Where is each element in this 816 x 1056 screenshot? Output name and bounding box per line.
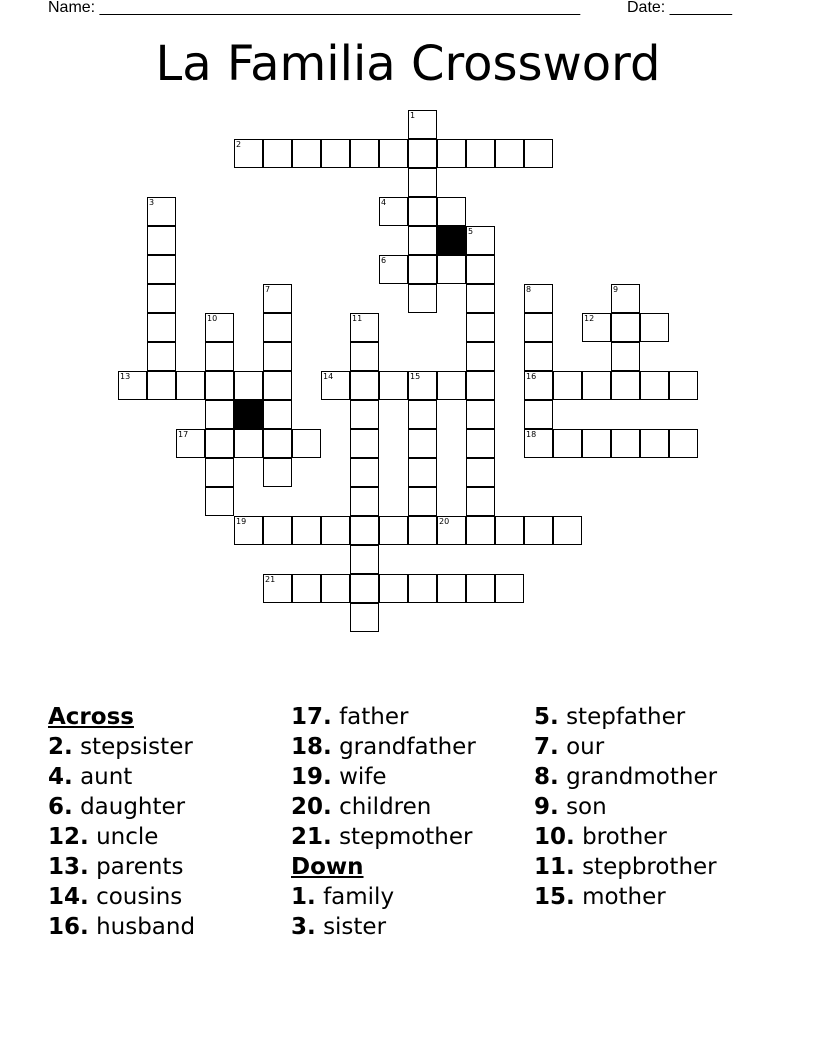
grid-square[interactable] (640, 313, 669, 342)
grid-square[interactable] (263, 139, 292, 168)
grid-square[interactable] (292, 139, 321, 168)
clue-number-label: 20 (439, 517, 450, 526)
blocked-square (437, 226, 466, 255)
clue-number-label: 10 (207, 314, 218, 323)
clue-number-label: 12 (584, 314, 595, 323)
clue-number-label: 18 (526, 430, 537, 439)
grid-square[interactable] (524, 429, 553, 458)
grid-square[interactable] (408, 197, 437, 226)
grid-square[interactable] (234, 516, 263, 545)
clue-across-21: 21. stepmother (291, 824, 473, 850)
grid-square[interactable] (466, 313, 495, 342)
grid-square[interactable] (205, 458, 234, 487)
clue-number-label: 15 (410, 372, 421, 381)
clue-number-label: 16 (526, 372, 537, 381)
grid-square[interactable] (379, 516, 408, 545)
grid-square[interactable] (408, 168, 437, 197)
grid-square[interactable] (524, 284, 553, 313)
grid-square[interactable] (176, 371, 205, 400)
grid-square[interactable] (437, 197, 466, 226)
grid-square[interactable] (611, 284, 640, 313)
grid-square[interactable] (408, 458, 437, 487)
grid-square[interactable] (234, 371, 263, 400)
clue-down-3: 3. sister (291, 914, 387, 940)
clue-number-label: 1 (410, 111, 416, 120)
grid-square[interactable] (408, 516, 437, 545)
grid-square[interactable] (205, 371, 234, 400)
clue-number-label: 9 (613, 285, 619, 294)
grid-square[interactable] (582, 313, 611, 342)
grid-square[interactable] (669, 371, 698, 400)
grid-square[interactable] (495, 574, 524, 603)
grid-square[interactable] (147, 226, 176, 255)
clue-number-label: 4 (381, 198, 387, 207)
grid-square[interactable] (553, 516, 582, 545)
clue-across-20: 20. children (291, 794, 432, 820)
date-field-label: Date: _______ (627, 0, 732, 16)
grid-square[interactable] (205, 400, 234, 429)
grid-square[interactable] (408, 110, 437, 139)
clue-across-14: 14. cousins (48, 884, 183, 910)
grid-square[interactable] (408, 226, 437, 255)
clue-number-label: 21 (265, 575, 276, 584)
grid-square[interactable] (408, 139, 437, 168)
clue-number-label: 2 (236, 140, 242, 149)
grid-square[interactable] (350, 400, 379, 429)
grid-square[interactable] (321, 574, 350, 603)
clues-column-3 (534, 702, 717, 912)
grid-square[interactable] (408, 284, 437, 313)
grid-square[interactable] (350, 487, 379, 516)
grid-square[interactable] (350, 574, 379, 603)
grid-square[interactable] (408, 574, 437, 603)
grid-square[interactable] (437, 255, 466, 284)
grid-square[interactable] (263, 342, 292, 371)
clues-column-1 (48, 702, 195, 942)
grid-square[interactable] (350, 458, 379, 487)
grid-square[interactable] (292, 516, 321, 545)
grid-square[interactable] (321, 139, 350, 168)
grid-square[interactable] (466, 487, 495, 516)
clue-number-label: 5 (468, 227, 474, 236)
grid-square[interactable] (118, 371, 147, 400)
grid-square[interactable] (379, 574, 408, 603)
clue-across-18: 18. grandfather (291, 734, 476, 760)
grid-square[interactable] (379, 371, 408, 400)
grid-square[interactable] (147, 313, 176, 342)
grid-square[interactable] (611, 342, 640, 371)
grid-square[interactable] (524, 371, 553, 400)
grid-square[interactable] (234, 429, 263, 458)
clue-down-10: 10. brother (534, 824, 667, 850)
grid-square[interactable] (553, 429, 582, 458)
grid-square[interactable] (524, 516, 553, 545)
grid-square[interactable] (437, 371, 466, 400)
grid-square[interactable] (408, 487, 437, 516)
grid-square[interactable] (553, 371, 582, 400)
page-title: La Familia Crossword (155, 36, 661, 92)
grid-square[interactable] (437, 139, 466, 168)
grid-square[interactable] (466, 226, 495, 255)
grid-square[interactable] (350, 516, 379, 545)
grid-square[interactable] (350, 139, 379, 168)
clue-down-8: 8. grandmother (534, 764, 718, 790)
grid-square[interactable] (582, 429, 611, 458)
grid-square[interactable] (408, 371, 437, 400)
grid-square[interactable] (466, 458, 495, 487)
clue-number-label: 13 (120, 372, 131, 381)
grid-square[interactable] (466, 429, 495, 458)
grid-square[interactable] (147, 197, 176, 226)
grid-square[interactable] (408, 255, 437, 284)
clue-down-15: 15. mother (534, 884, 666, 910)
grid-square[interactable] (263, 458, 292, 487)
grid-square[interactable] (321, 371, 350, 400)
grid-square[interactable] (263, 516, 292, 545)
blocked-square (234, 400, 263, 429)
grid-square[interactable] (205, 429, 234, 458)
grid-square[interactable] (669, 429, 698, 458)
grid-square[interactable] (466, 574, 495, 603)
grid-square[interactable] (640, 429, 669, 458)
grid-square[interactable] (147, 342, 176, 371)
clue-down-7: 7. our (534, 734, 605, 760)
grid-square[interactable] (466, 342, 495, 371)
grid-square[interactable] (611, 313, 640, 342)
grid-square[interactable] (379, 255, 408, 284)
grid-square[interactable] (205, 313, 234, 342)
grid-square[interactable] (466, 371, 495, 400)
grid-square[interactable] (437, 574, 466, 603)
grid-square[interactable] (263, 313, 292, 342)
grid-square[interactable] (321, 516, 350, 545)
grid-square[interactable] (350, 313, 379, 342)
grid-square[interactable] (466, 139, 495, 168)
grid-square[interactable] (205, 342, 234, 371)
grid-square[interactable] (234, 139, 263, 168)
clue-across-6: 6. daughter (48, 794, 186, 820)
clue-number-label: 3 (149, 198, 155, 207)
grid-square[interactable] (466, 400, 495, 429)
grid-square[interactable] (147, 371, 176, 400)
grid-square[interactable] (176, 429, 205, 458)
grid-square[interactable] (437, 516, 466, 545)
grid-square[interactable] (495, 516, 524, 545)
grid-square[interactable] (466, 255, 495, 284)
clue-down-11: 11. stepbrother (534, 854, 717, 880)
grid-square[interactable] (379, 197, 408, 226)
clue-across-19: 19. wife (291, 764, 387, 790)
grid-square[interactable] (350, 603, 379, 632)
grid-square[interactable] (408, 400, 437, 429)
grid-square[interactable] (350, 545, 379, 574)
across-heading: Across (48, 704, 134, 730)
grid-square[interactable] (466, 284, 495, 313)
grid-square[interactable] (495, 139, 524, 168)
clue-number-label: 7 (265, 285, 271, 294)
grid-square[interactable] (292, 574, 321, 603)
clue-across-2: 2. stepsister (48, 734, 193, 760)
grid-square[interactable] (611, 429, 640, 458)
grid-square[interactable] (263, 371, 292, 400)
grid-square[interactable] (524, 313, 553, 342)
clue-number-label: 8 (526, 285, 532, 294)
grid-square[interactable] (350, 371, 379, 400)
clue-number-label: 17 (178, 430, 189, 439)
grid-square[interactable] (147, 255, 176, 284)
name-field-label: Name: ______________________________________________________ (48, 0, 581, 16)
clue-across-13: 13. parents (48, 854, 184, 880)
grid-square[interactable] (263, 429, 292, 458)
grid-square[interactable] (611, 371, 640, 400)
grid-square[interactable] (147, 284, 176, 313)
clue-number-label: 6 (381, 256, 387, 265)
grid-square[interactable] (292, 429, 321, 458)
down-heading: Down (291, 854, 364, 880)
clue-down-1: 1. family (291, 884, 395, 910)
grid-square[interactable] (350, 429, 379, 458)
clue-across-16: 16. husband (48, 914, 196, 940)
grid-square[interactable] (379, 139, 408, 168)
grid-square[interactable] (408, 429, 437, 458)
grid-square[interactable] (263, 574, 292, 603)
clue-down-9: 9. son (534, 794, 607, 820)
clue-number-label: 14 (323, 372, 334, 381)
clues-column-2 (291, 702, 476, 942)
grid-square[interactable] (524, 342, 553, 371)
grid-square[interactable] (582, 371, 611, 400)
grid-square[interactable] (524, 139, 553, 168)
grid-square[interactable] (263, 284, 292, 313)
grid-square[interactable] (524, 400, 553, 429)
clue-number-label: 19 (236, 517, 247, 526)
clue-across-12: 12. uncle (48, 824, 159, 850)
clue-across-17: 17. father (291, 704, 409, 730)
grid-square[interactable] (263, 400, 292, 429)
clue-down-5: 5. stepfather (534, 704, 686, 730)
grid-square[interactable] (205, 487, 234, 516)
grid-square[interactable] (640, 371, 669, 400)
clue-across-4: 4. aunt (48, 764, 133, 790)
grid-square[interactable] (350, 342, 379, 371)
clue-number-label: 11 (352, 314, 363, 323)
grid-square[interactable] (466, 516, 495, 545)
